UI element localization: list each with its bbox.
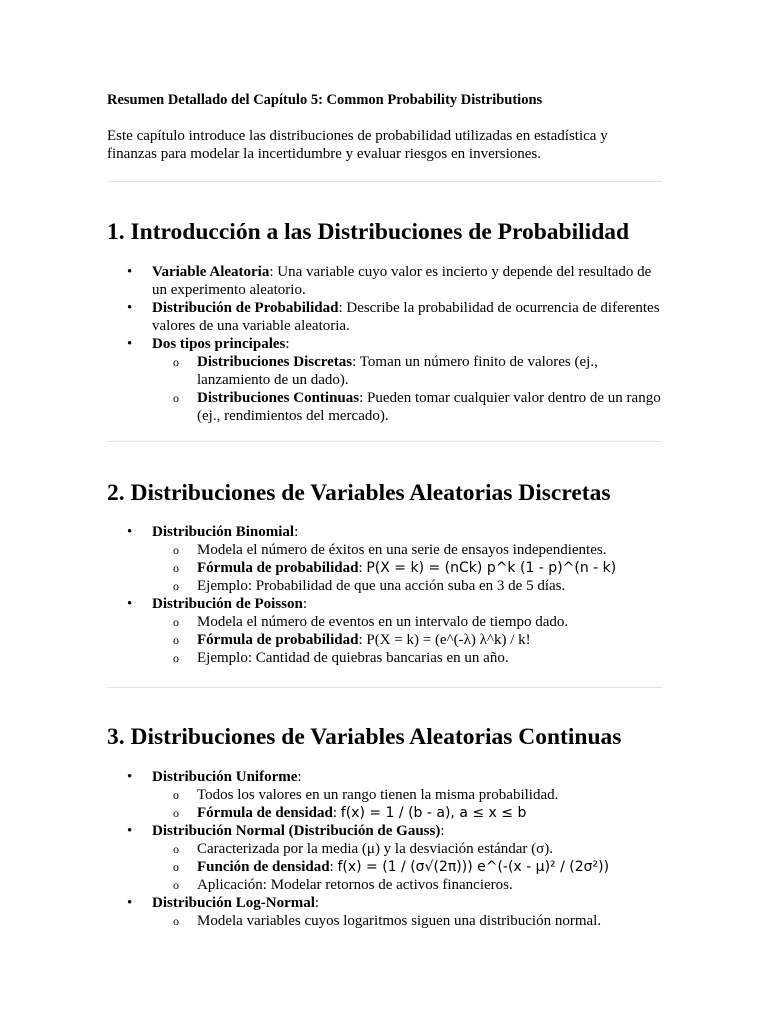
item-text: :	[297, 769, 302, 785]
item-text: Aplicación: Modelar retornos de activos financieros.	[197, 877, 513, 893]
sub-list	[152, 541, 662, 595]
term: Dos tipos principales	[152, 336, 286, 352]
section-2-heading: 2. Distribuciones de Variables Aleatorias Discretas	[107, 480, 611, 506]
item-text: Modela el número de éxitos en una serie de ensayos independientes.	[197, 542, 607, 558]
sub-list-item	[152, 876, 662, 894]
sub-list-item	[152, 577, 662, 595]
document-title: Resumen Detallado del Capítulo 5: Common Probability Distributions	[107, 92, 543, 108]
term: Distribución Normal (Distribución de Gauss)	[152, 823, 441, 839]
item-text: Ejemplo: Probabilidad de que una acción suba en 3 de 5 días.	[197, 578, 566, 594]
term: Variable Aleatoria	[152, 264, 270, 280]
divider	[107, 441, 662, 442]
list-item	[107, 523, 662, 595]
sub-list-item	[152, 353, 662, 389]
list-item	[107, 595, 662, 667]
item-text: : Toman un número finito de valores (ej., lanzamiento de un dado).	[197, 354, 598, 388]
sub-list-item	[152, 858, 662, 876]
list-item	[107, 335, 662, 425]
sub-list-item	[152, 804, 662, 822]
separator: :	[332, 805, 341, 821]
formula: f(x) = 1 / (b - a), a ≤ x ≤ b	[340, 805, 527, 821]
sub-list-item	[152, 649, 662, 667]
separator: :	[358, 560, 367, 576]
sub-list-item	[152, 541, 662, 559]
term: Distribuciones Continuas	[197, 390, 360, 406]
term: Distribución de Probabilidad	[152, 300, 339, 316]
section-3-list	[107, 768, 662, 930]
list-item	[107, 768, 662, 822]
list-item	[107, 894, 662, 930]
sub-list	[152, 613, 662, 667]
term: Distribución de Poisson	[152, 596, 303, 612]
item-text: :	[294, 524, 299, 540]
item-text: Ejemplo: Cantidad de quiebras bancarias en un año.	[197, 650, 509, 666]
sub-list	[152, 840, 662, 894]
sub-list	[152, 353, 662, 425]
term: Distribuciones Discretas	[197, 354, 353, 370]
term: Función de densidad	[197, 859, 330, 875]
item-text: :	[285, 336, 290, 352]
intro-paragraph: Este capítulo introduce las distribuciones de probabilidad utilizadas en estadística y finanzas para modelar la incertidumbre y evaluar riesgos en inversiones.	[107, 128, 608, 162]
item-text: : Pueden tomar cualquier valor dentro de un rango (ej., rendimientos del mercado).	[197, 390, 661, 424]
term: Fórmula de probabilidad	[197, 632, 359, 648]
formula: f(x) = (1 / (σ√(2π))) e^(-(x - μ)² / (2σ²))	[337, 859, 610, 875]
term: Distribución Uniforme	[152, 769, 298, 785]
item-text: :	[314, 895, 320, 911]
item-text: : Describe la probabilidad de ocurrencia de diferentes valores de una variable aleatoria.	[152, 300, 660, 334]
sub-list	[152, 912, 662, 930]
sub-list-item	[152, 840, 662, 858]
list-item	[107, 299, 662, 335]
section-2-list	[107, 523, 662, 667]
sub-list-item	[152, 613, 662, 631]
term: Distribución Log-Normal	[152, 895, 315, 911]
sub-list-item	[152, 631, 662, 649]
term: Fórmula de probabilidad	[197, 560, 359, 576]
item-text: Todos los valores en un rango tienen la misma probabilidad.	[197, 787, 559, 803]
sub-list-item	[152, 559, 662, 577]
item-text: : Una variable cuyo valor es incierto y depende del resultado de un experimento aleatorio.	[152, 264, 652, 298]
divider	[107, 687, 662, 688]
divider	[107, 181, 662, 182]
item-text: :	[440, 823, 445, 839]
formula: : P(X = k) = (e^(-λ) λ^k) / k!	[358, 632, 531, 648]
sub-list-item	[152, 912, 662, 930]
sub-list-item	[152, 389, 662, 425]
list-item	[107, 263, 662, 299]
item-text: Caracterizada por la media (μ) y la desviación estándar (σ).	[197, 841, 553, 857]
term: Distribución Binomial	[152, 524, 295, 540]
separator: :	[329, 859, 338, 875]
item-text: Modela variables cuyos logaritmos siguen una distribución normal.	[197, 913, 602, 929]
sub-list-item	[152, 786, 662, 804]
section-3-heading: 3. Distribuciones de Variables Aleatorias Continuas	[107, 724, 622, 750]
list-item	[107, 822, 662, 894]
formula: P(X = k) = (nCk) p^k (1 - p)^(n - k)	[366, 560, 617, 576]
term: Fórmula de densidad	[197, 805, 333, 821]
section-1-heading: 1. Introducción a las Distribuciones de Probabilidad	[107, 219, 630, 245]
section-1-list	[107, 263, 662, 425]
item-text: :	[302, 596, 308, 612]
item-text: Modela el número de eventos en un intervalo de tiempo dado.	[197, 614, 569, 630]
sub-list	[152, 786, 662, 822]
